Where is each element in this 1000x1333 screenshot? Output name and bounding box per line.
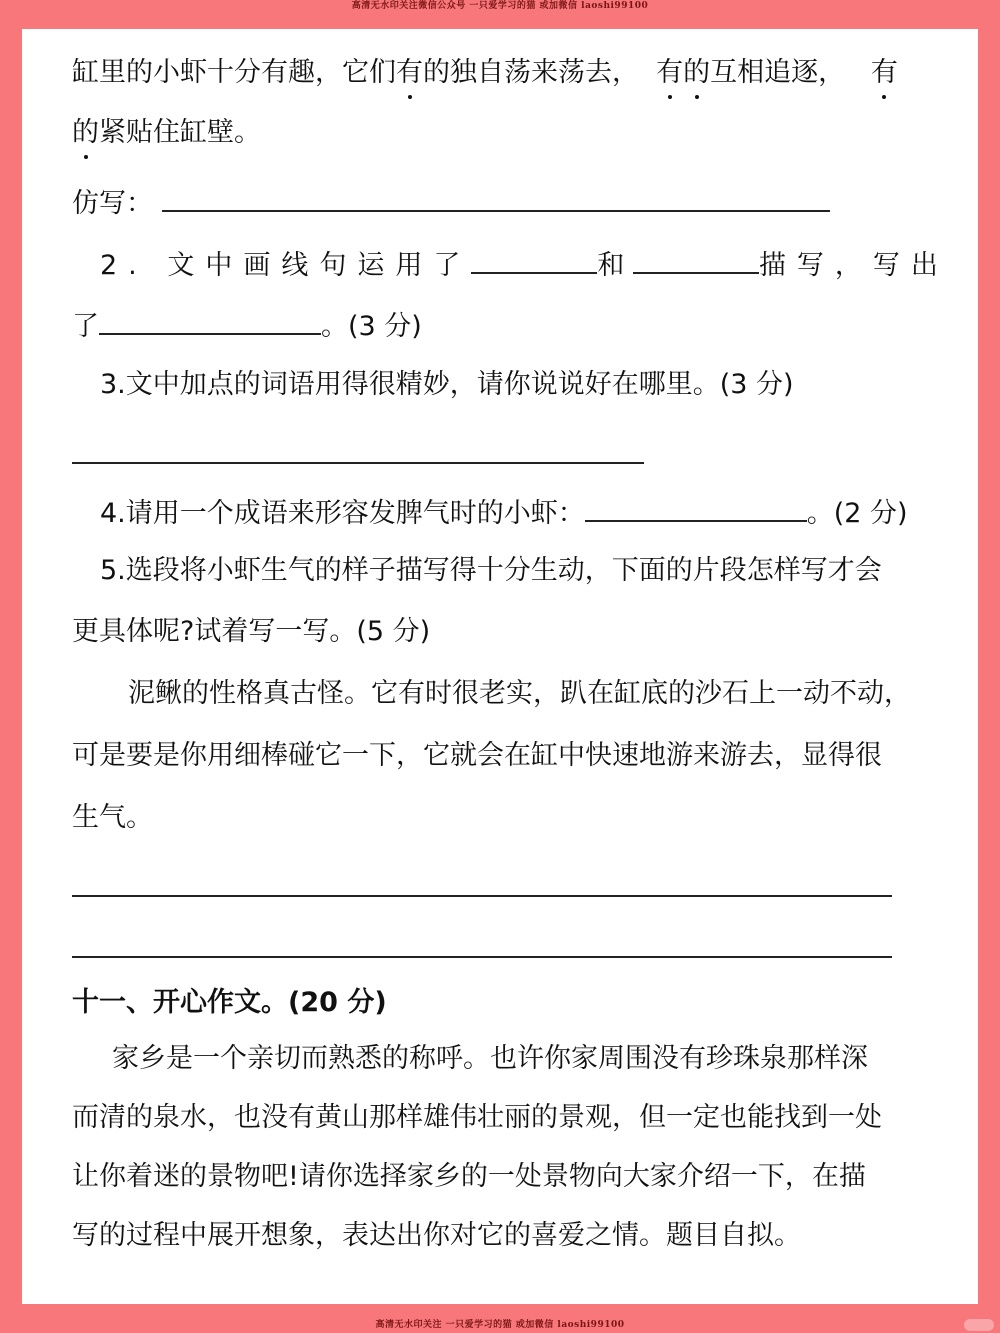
q3-answer-line[interactable]: [72, 462, 644, 464]
question-5-line-2: 更具体呢?试着写一写。(5 分): [72, 616, 431, 647]
example-line-2: [72, 115, 261, 151]
loach-line-2: 可是要是你用细棒碰它一下，它就会在缸中快速地游来游去，显得很: [72, 740, 882, 771]
example-text: 互相追逐，: [710, 57, 846, 88]
imitate-answer-blank[interactable]: [162, 182, 830, 212]
section-11-title: 十一、开心作文。(20 分): [72, 987, 387, 1018]
q2-blank-1[interactable]: [471, 244, 597, 274]
q2-blank-2[interactable]: [633, 244, 759, 274]
q5-answer-line-1[interactable]: [72, 895, 892, 897]
imitate-label: 仿写：: [72, 188, 153, 219]
loach-line-1: 泥鳅的性格真古怪。它有时很老实，趴在缸底的沙石上一动不动，: [128, 678, 911, 709]
dotted-word: 有: [656, 55, 683, 91]
worksheet-page: [22, 29, 978, 1304]
essay-line-1: 家乡是一个亲切而熟悉的称呼。也许你家周围没有珍珠泉那样深: [112, 1043, 868, 1074]
essay-line-2: 而清的泉水，也没有黄山那样雄伟壮丽的景观，但一定也能找到一处: [72, 1102, 882, 1133]
question-2-text: 。(3 分): [321, 311, 422, 342]
q5-answer-line-2[interactable]: [72, 956, 892, 958]
example-text: 的独自荡来荡去，: [423, 57, 639, 88]
example-line-1: [72, 55, 898, 91]
essay-line-3: 让你着迷的景物吧!请你选择家乡的一处景物向大家介绍一下，在描: [72, 1161, 866, 1192]
dotted-word: 的: [72, 115, 99, 151]
question-4-text: 。(2 分): [806, 498, 908, 529]
question-4-text: 4.请用一个成语来形容发脾气时的小虾：: [100, 498, 585, 529]
question-2-text: 了: [72, 311, 99, 342]
question-2-line-2: [72, 305, 422, 341]
dotted-word: 有: [871, 55, 898, 91]
top-watermark: 高清无水印关注微信公众号 一只爱学习的猫 或加微信 laoshi99100: [351, 1, 649, 11]
dotted-word: 有: [396, 55, 423, 91]
question-3: 3.文中加点的词语用得很精妙，请你说说好在哪里。(3 分): [100, 369, 794, 400]
dotted-word: 的: [683, 55, 710, 91]
question-2-text: 2. 文中画线句运用了: [100, 250, 472, 281]
question-2-line-1: [100, 244, 949, 280]
question-2-text: 和: [597, 250, 625, 281]
example-text: 紧贴住缸壁。: [99, 117, 261, 148]
essay-line-4: 写的过程中展开想象，表达出你对它的喜爱之情。题目自拟。: [72, 1220, 801, 1251]
q4-blank[interactable]: [585, 492, 807, 522]
question-2-text: 描写，写出: [758, 250, 949, 281]
question-5-line-1: 5.选段将小虾生气的样子描写得十分生动，下面的片段怎样写才会: [100, 555, 882, 586]
imitate-line: [72, 182, 830, 218]
corner-badge: [964, 1319, 994, 1331]
loach-line-3: 生气。: [72, 802, 153, 833]
question-4: [100, 492, 908, 528]
q2-blank-3[interactable]: [99, 305, 321, 335]
example-text: 缸里的小虾十分有趣，它们: [72, 57, 396, 88]
bottom-watermark: 高清无水印关注 一只爱学习的猫 或加微信 laoshi99100: [375, 1320, 625, 1330]
